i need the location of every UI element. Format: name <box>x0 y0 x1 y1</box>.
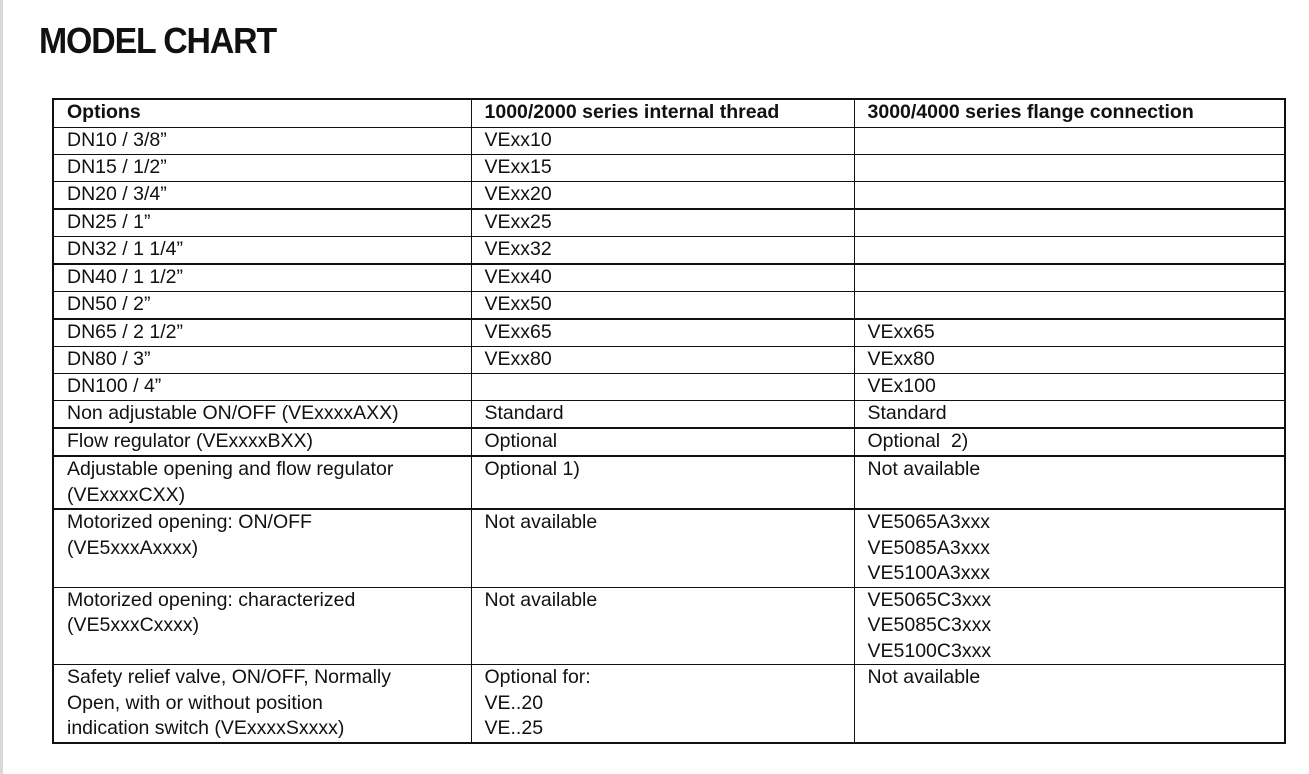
cell-line: Optional for: <box>484 666 591 688</box>
cell-line: VExx80 <box>867 348 935 370</box>
internal-thread-cell <box>471 665 854 743</box>
cell-line: DN50 / 2” <box>67 293 151 315</box>
column-header-internal-thread: 1000/2000 series internal thread <box>471 99 854 128</box>
cell-line: Optional 1) <box>484 458 580 480</box>
cell-line: DN15 / 1/2” <box>67 156 167 178</box>
cell-line: Optional 2) <box>867 430 969 452</box>
option-cell <box>53 128 471 155</box>
internal-thread-cell <box>471 155 854 182</box>
flange-connection-cell <box>854 456 1285 509</box>
flange-connection-cell <box>854 182 1285 210</box>
table-row <box>53 401 1285 429</box>
cell-line: DN80 / 3” <box>67 348 151 370</box>
table-row <box>53 665 1285 743</box>
flange-connection-cell <box>854 319 1285 347</box>
table-row <box>53 237 1285 265</box>
cell-line: VE5100C3xxx <box>867 639 992 662</box>
table-row <box>53 509 1285 587</box>
option-cell <box>53 155 471 182</box>
cell-line: VE5065A3xxx <box>867 511 990 533</box>
cell-line: VExx65 <box>867 321 935 343</box>
column-header-flange-connection: 3000/4000 series flange connection <box>854 99 1285 128</box>
cell-line: (VE5xxxAxxxx) <box>67 536 199 559</box>
flange-connection-cell <box>854 264 1285 292</box>
cell-line: Open, with or without position <box>67 691 323 714</box>
cell-line: DN25 / 1” <box>67 211 151 233</box>
cell-line: VE5085A3xxx <box>867 536 990 559</box>
option-cell <box>53 374 471 401</box>
flange-connection-cell <box>854 587 1285 665</box>
table-row <box>53 587 1285 665</box>
cell-line: Not available <box>484 588 598 611</box>
internal-thread-cell <box>471 182 854 210</box>
cell-line: VEx100 <box>867 375 936 397</box>
cell-line: DN10 / 3/8” <box>67 129 167 151</box>
internal-thread-cell <box>471 292 854 320</box>
cell-line: DN40 / 1 1/2” <box>67 266 183 288</box>
flange-connection-cell <box>854 428 1285 456</box>
table-row <box>53 182 1285 210</box>
cell-line: Not available <box>484 511 598 533</box>
option-cell <box>53 292 471 320</box>
cell-line: (VExxxxCXX) <box>67 483 186 506</box>
cell-line: Adjustable opening and flow regulator <box>67 458 394 480</box>
cell-line: VExx25 <box>484 211 552 233</box>
model-chart-table <box>52 98 1286 744</box>
cell-line: (VE5xxxCxxxx) <box>67 614 200 636</box>
option-cell <box>53 319 471 347</box>
cell-line: VExx32 <box>484 238 552 260</box>
internal-thread-cell <box>471 587 854 665</box>
cell-line: VExx10 <box>484 129 552 151</box>
cell-line: VExx50 <box>484 293 552 315</box>
cell-line: DN65 / 2 1/2” <box>67 321 183 343</box>
column-header-options: Options <box>53 99 471 128</box>
option-cell <box>53 665 471 743</box>
cell-line: VExx80 <box>484 348 552 370</box>
internal-thread-cell <box>471 209 854 237</box>
flange-connection-cell <box>854 374 1285 401</box>
cell-line: DN100 / 4” <box>67 375 162 397</box>
cell-line: VE..20 <box>484 691 544 714</box>
option-cell <box>53 428 471 456</box>
table-row <box>53 428 1285 456</box>
cell-line: VE5100A3xxx <box>867 562 990 584</box>
table-row <box>53 128 1285 155</box>
internal-thread-cell <box>471 319 854 347</box>
cell-line: VExx40 <box>484 266 552 288</box>
cell-line: Standard <box>484 402 564 424</box>
cell-line: DN32 / 1 1/4” <box>67 238 183 260</box>
table-row <box>53 347 1285 374</box>
table-header-row <box>53 99 1285 128</box>
cell-line: Flow regulator (VExxxxBXX) <box>67 430 313 452</box>
internal-thread-cell <box>471 128 854 155</box>
cell-line: VExx65 <box>484 321 552 343</box>
internal-thread-cell <box>471 456 854 509</box>
internal-thread-cell <box>471 428 854 456</box>
option-cell <box>53 237 471 265</box>
cell-line: VE5065C3xxx <box>867 588 992 611</box>
cell-line: Not available <box>867 458 981 480</box>
internal-thread-cell <box>471 264 854 292</box>
cell-line: Standard <box>867 402 947 424</box>
flange-connection-cell <box>854 509 1285 587</box>
table-row <box>53 292 1285 320</box>
cell-line: Not available <box>867 666 981 688</box>
option-cell <box>53 587 471 665</box>
flange-connection-cell <box>854 209 1285 237</box>
cell-line: Safety relief valve, ON/OFF, Normally <box>67 666 391 688</box>
internal-thread-cell <box>471 237 854 265</box>
flange-connection-cell <box>854 292 1285 320</box>
cell-line: Motorized opening: ON/OFF <box>67 511 312 533</box>
option-cell <box>53 209 471 237</box>
option-cell <box>53 264 471 292</box>
cell-line: DN20 / 3/4” <box>67 183 167 205</box>
cell-line: VExx20 <box>484 183 552 205</box>
flange-connection-cell <box>854 237 1285 265</box>
cell-line: Motorized opening: characterized <box>67 588 356 611</box>
internal-thread-cell <box>471 401 854 429</box>
option-cell <box>53 401 471 429</box>
flange-connection-cell <box>854 665 1285 743</box>
flange-connection-cell <box>854 128 1285 155</box>
cell-line: Optional <box>484 430 558 452</box>
option-cell <box>53 509 471 587</box>
page-edge <box>0 0 3 774</box>
option-cell <box>53 182 471 210</box>
internal-thread-cell <box>471 374 854 401</box>
table-row <box>53 209 1285 237</box>
cell-line: indication switch (VExxxxSxxxx) <box>67 717 345 739</box>
cell-line: VE..25 <box>484 717 544 739</box>
table-row <box>53 264 1285 292</box>
table-row <box>53 456 1285 509</box>
flange-connection-cell <box>854 401 1285 429</box>
table-row <box>53 155 1285 182</box>
page-title: MODEL CHART <box>39 20 276 61</box>
option-cell <box>53 347 471 374</box>
cell-line: VE5085C3xxx <box>867 614 992 636</box>
flange-connection-cell <box>854 155 1285 182</box>
internal-thread-cell <box>471 347 854 374</box>
cell-line: Non adjustable ON/OFF (VExxxxAXX) <box>67 402 399 424</box>
table-row <box>53 319 1285 347</box>
cell-line: VExx15 <box>484 156 552 178</box>
flange-connection-cell <box>854 347 1285 374</box>
internal-thread-cell <box>471 509 854 587</box>
table-row <box>53 374 1285 401</box>
option-cell <box>53 456 471 509</box>
